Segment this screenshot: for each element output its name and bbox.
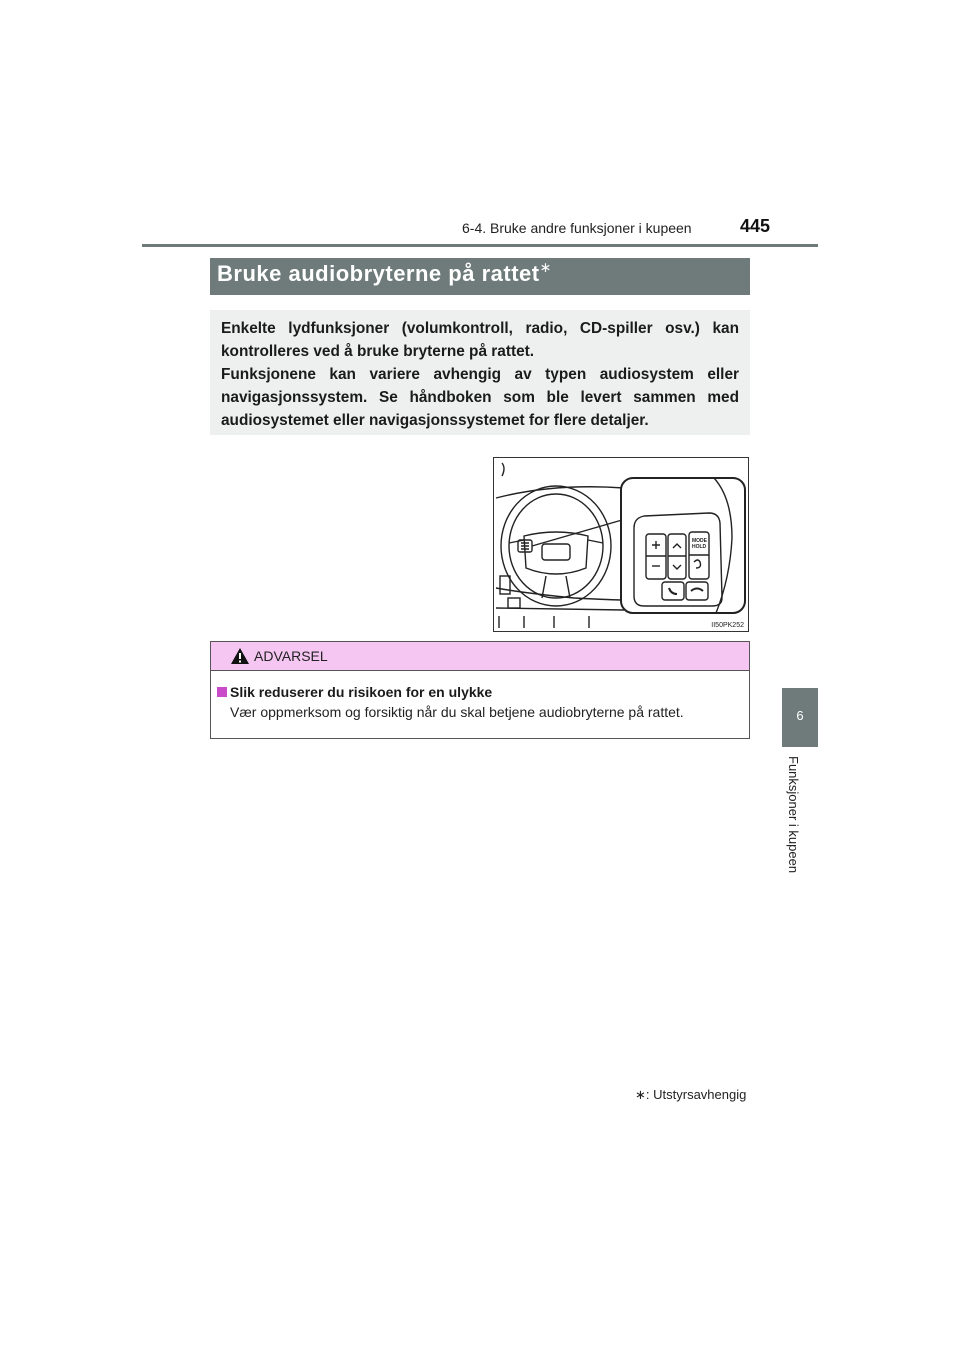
warning-body bbox=[211, 671, 749, 720]
footnote bbox=[635, 1087, 746, 1103]
footnote-marker: ∗ bbox=[635, 1087, 646, 1102]
footnote-text: : Utstyrsavhengig bbox=[645, 1087, 747, 1102]
section-title-bar bbox=[210, 258, 750, 295]
page-number: 445 bbox=[740, 216, 771, 236]
section-title: Bruke audiobryterne på rattet bbox=[217, 261, 540, 286]
illustration-label: II50PK252 bbox=[711, 622, 744, 629]
warning-box bbox=[210, 641, 750, 739]
warning-subhead-text: Slik reduserer du risikoen for en ulykke bbox=[230, 684, 493, 700]
chapter-title-vertical: Funksjoner i kupeen bbox=[786, 756, 801, 874]
mode-button-label: MODE bbox=[692, 538, 707, 544]
warning-text: Vær oppmerksom og forsiktig når du skal betjene audiobryterne på rattet. bbox=[230, 704, 684, 720]
intro-paragraph-2: Funksjonene kan variere avhengig av typen audiosystem eller navigasjonssystem. Se håndboken som ble levert sammen med audiosystemet eller navigasjonssystemet for flere detaljer. bbox=[221, 366, 739, 429]
equipment-dependent-marker: ∗ bbox=[539, 259, 552, 275]
header-section-title: 6-4. Bruke andre funksjoner i kupeen bbox=[462, 220, 692, 236]
chapter-number: 6 bbox=[796, 708, 804, 723]
steering-wheel-illustration bbox=[493, 457, 749, 632]
warning-triangle-icon bbox=[230, 647, 250, 665]
steering-wheel-drawing bbox=[494, 458, 748, 631]
intro-paragraph-1: Enkelte lydfunksjoner (volumkontroll, radio, CD-spiller osv.) kan kontrolleres ved å bruke bryterne på rattet. bbox=[221, 320, 739, 360]
chapter-tab bbox=[782, 688, 818, 747]
warning-header bbox=[211, 642, 749, 671]
intro-box bbox=[210, 310, 750, 435]
hold-button-label: HOLD bbox=[692, 544, 707, 550]
warning-title: ADVARSEL bbox=[254, 648, 328, 664]
warning-subhead bbox=[217, 684, 749, 700]
header-rule bbox=[142, 244, 818, 247]
square-bullet-icon bbox=[217, 687, 227, 697]
